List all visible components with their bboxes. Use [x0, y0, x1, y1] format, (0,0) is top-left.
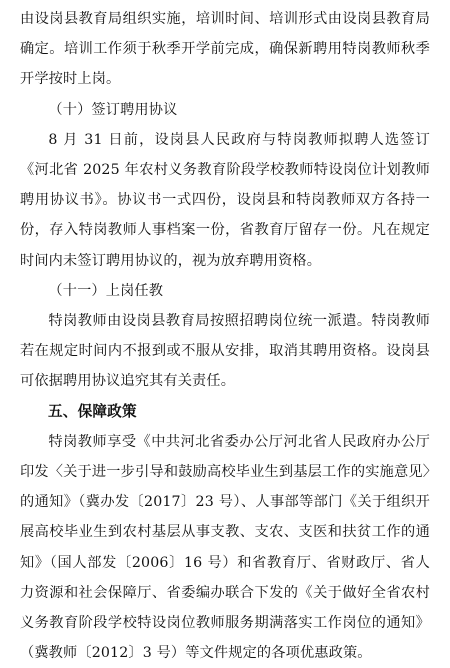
heading-guarantee-policy: 五、保障政策 — [48, 402, 137, 420]
paragraph-take-up-post: 特岗教师由设岗县教育局按照招聘岗位统一派遣。特岗教师若在规定时间内不报到或不服从安排，取消其聘用资格。设岗县可依据聘用协议追究其有关责任。 — [20, 313, 430, 390]
heading-take-up-post: （十一）上岗任教 — [48, 282, 164, 299]
paragraph-sign-agreement: 8 月 31 日前，设岗县人民政府与特岗教师拟聘人选签订《河北省 2025 年农村义务教育阶段学校教师特设岗位计划教师聘用协议书》。协议书一式四份，设岗县和特岗教师双方各持一份，存入特岗教师人事档案一份，省教育厅留存一份。凡在规定时间内未签订聘用协议的，视为放弃聘用资格。 — [20, 131, 430, 269]
paragraph-training: 由设岗县教育局组织实施，培训时间、培训形式由设岗县教育局确定。培训工作须于秋季开学前完成，确保新聘用特岗教师秋季开学按时上岗。 — [20, 11, 430, 88]
paragraph-guarantee-policy: 特岗教师享受《中共河北省委办公厅河北省人民政府办公厅印发〈关于进一步引导和鼓励高校毕业生到基层工作的实施意见〉的通知》（冀办发〔2017〕23 号）、人事部等部门《关于组织开展高校毕业生到农村基层从事支教、支农、支医和扶贫工作的通知》（国人部发〔2006〕16 号）和省教育厅、省财政厅、省人力资源和社会保障厅、省委编办联合下发的《关于做好全省农村义务教育阶段学校特设岗位教师服务期满落实工作岗位的通知》（冀教师〔2012〕3 号）等文件规定的各项优惠政策。 — [20, 433, 430, 662]
heading-sign-agreement: （十）签订聘用协议 — [48, 101, 178, 118]
